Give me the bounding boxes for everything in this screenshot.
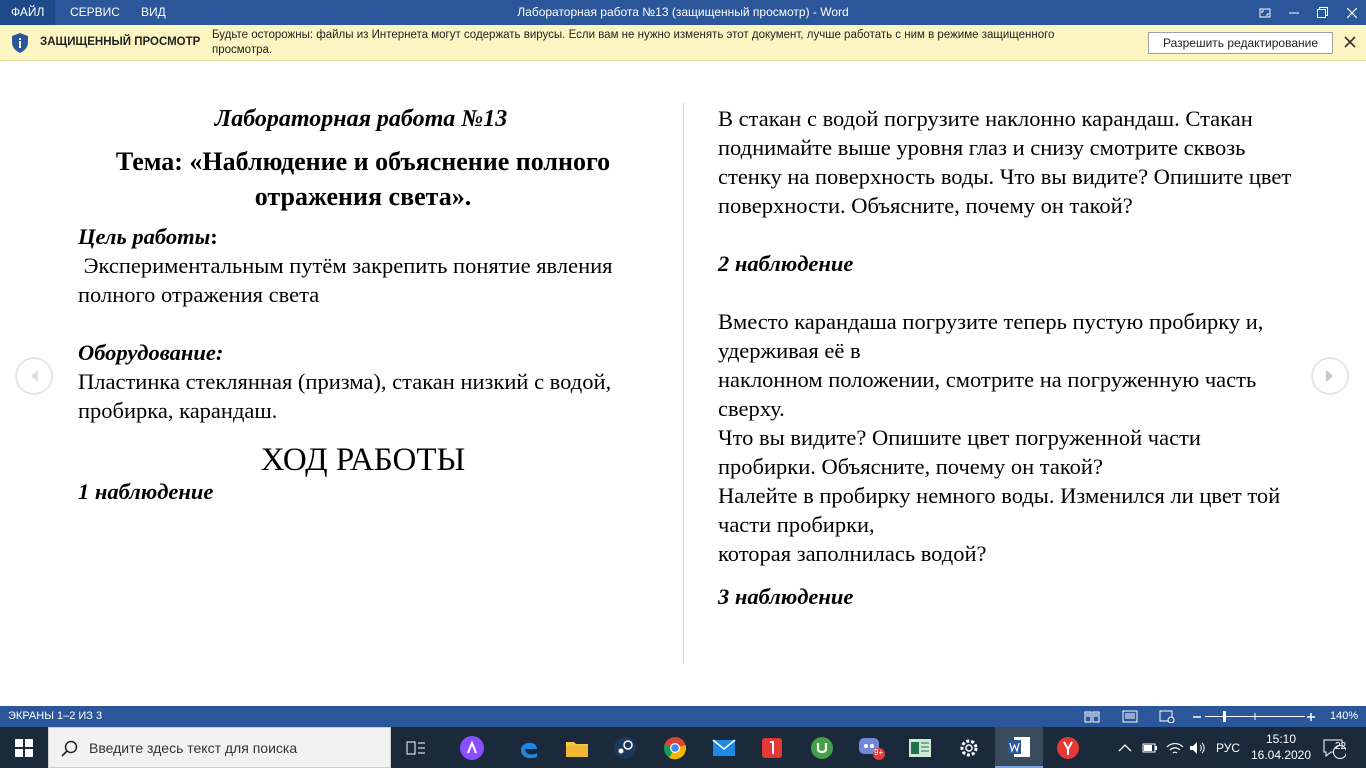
title-bar bbox=[0, 0, 1366, 25]
observation-2-para-5: которая заполнилась водой? bbox=[718, 541, 987, 566]
status-bar bbox=[0, 706, 1366, 727]
observation-2-para-2: наклонном положении, смотрите на погруженную часть сверху. bbox=[718, 367, 1262, 421]
equipment-label: Оборудование: bbox=[78, 340, 224, 365]
search-placeholder: Введите здесь текст для поиска bbox=[89, 740, 298, 756]
chrome-icon[interactable] bbox=[651, 727, 699, 768]
taskbar bbox=[0, 727, 1366, 768]
yandex-browser-icon[interactable] bbox=[1044, 727, 1092, 768]
document-title: Лабораторная работа №13 bbox=[214, 106, 508, 132]
close-bar-icon[interactable] bbox=[1342, 34, 1358, 50]
enable-editing-button[interactable]: Разрешить редактирование bbox=[1148, 32, 1333, 54]
clock-date: 16.04.2020 bbox=[1250, 748, 1312, 762]
steam-icon[interactable] bbox=[601, 727, 649, 768]
shield-icon bbox=[10, 32, 30, 54]
file-explorer-icon[interactable] bbox=[553, 727, 601, 768]
zoom-in-icon[interactable] bbox=[1302, 708, 1320, 725]
windows-icon bbox=[15, 739, 33, 757]
notification-count: 22 bbox=[1334, 741, 1347, 752]
search-icon bbox=[61, 740, 79, 758]
previous-screen-button[interactable] bbox=[15, 357, 53, 395]
page-divider bbox=[683, 103, 684, 663]
tab-file[interactable]: ФАЙЛ bbox=[0, 0, 55, 25]
word-app-icon[interactable] bbox=[995, 727, 1043, 768]
notification-badge: 9+ bbox=[874, 748, 884, 757]
observation-1-heading: 1 наблюдение bbox=[78, 479, 214, 504]
utorrent-icon[interactable] bbox=[798, 727, 846, 768]
alice-icon[interactable] bbox=[448, 727, 496, 768]
chevron-up-icon bbox=[1118, 743, 1132, 753]
tab-service[interactable]: СЕРВИС bbox=[70, 5, 120, 19]
page-count[interactable]: ЭКРАНЫ 1–2 ИЗ 3 bbox=[8, 710, 103, 722]
protected-view-message: Будьте осторожны: файлы из Интернета могут содержать вирусы. Если вам не нужно изменять этот документ, лучше работать с ним в режиме защищенного просмотра. bbox=[212, 29, 1055, 56]
goal-heading bbox=[78, 222, 648, 251]
chevron-right-icon bbox=[1324, 368, 1336, 384]
volume-icon[interactable] bbox=[1189, 727, 1207, 768]
clock-time: 15:10 bbox=[1265, 732, 1297, 746]
battery-icon[interactable] bbox=[1142, 727, 1158, 768]
equipment-text: Пластинка стеклянная (призма), стакан низкий с водой, пробирка, карандаш. bbox=[78, 369, 617, 423]
read-mode-icon[interactable] bbox=[1083, 708, 1101, 725]
action-center-icon[interactable] bbox=[1322, 727, 1346, 768]
observation-2-para-3: Что вы видите? Опишите цвет погруженной части пробирки. Объясните, почему он такой? bbox=[718, 425, 1207, 479]
fullscreen-icon[interactable] bbox=[1250, 0, 1279, 25]
spacer bbox=[78, 309, 648, 338]
protected-view-label: ЗАЩИЩЕННЫЙ ПРОСМОТР bbox=[40, 36, 201, 48]
zoom-out-icon[interactable] bbox=[1188, 708, 1206, 725]
show-hidden-icons[interactable] bbox=[1118, 727, 1132, 768]
spreadsheet-icon[interactable] bbox=[896, 727, 944, 768]
observation-3-heading: 3 наблюдение bbox=[718, 584, 854, 609]
goal-label: Цель работы bbox=[78, 224, 211, 249]
start-button[interactable] bbox=[0, 727, 48, 768]
observation-1-text: В стакан с водой погрузите наклонно карандаш. Стакан поднимайте выше уровня глаз и снизу смотрите сквозь стенку на поверхность воды. Что вы видите? Опишите цвет поверхности. Объясните, почему он такой? bbox=[718, 106, 1297, 218]
taskbar-search[interactable] bbox=[48, 727, 391, 768]
settings-icon[interactable] bbox=[945, 727, 993, 768]
spacer bbox=[718, 220, 1298, 249]
observation-2-heading: 2 наблюдение bbox=[718, 251, 854, 276]
observation-2-para-4: Налейте в пробирку немного воды. Изменился ли цвет той части пробирки, bbox=[718, 483, 1286, 537]
document-topic: Тема: «Наблюдение и объяснение полного отражения света». bbox=[115, 147, 611, 211]
language-indicator[interactable]: РУС bbox=[1216, 740, 1241, 755]
wifi-icon[interactable] bbox=[1166, 727, 1184, 768]
page-left bbox=[78, 104, 648, 506]
window-title: Лабораторная работа №13 (защищенный просмотр) - Word bbox=[517, 5, 849, 19]
web-layout-icon[interactable] bbox=[1158, 708, 1176, 725]
procedure-heading: ХОД РАБОТЫ bbox=[260, 442, 466, 478]
tab-view[interactable]: ВИД bbox=[141, 5, 166, 19]
document-area bbox=[0, 61, 1366, 706]
task-view-icon[interactable] bbox=[392, 727, 440, 768]
goal-colon: : bbox=[210, 224, 218, 249]
edge-icon[interactable] bbox=[505, 727, 553, 768]
zoom-slider[interactable] bbox=[1205, 710, 1305, 723]
mail-icon[interactable] bbox=[700, 727, 748, 768]
goal-text-2: полного отражения света bbox=[78, 282, 320, 307]
chevron-left-icon bbox=[28, 368, 40, 384]
page-right bbox=[718, 104, 1298, 611]
discord-icon[interactable] bbox=[847, 727, 895, 768]
restore-icon[interactable] bbox=[1308, 0, 1337, 25]
protected-view-bar bbox=[0, 25, 1366, 61]
zoom-level[interactable]: 140% bbox=[1330, 710, 1359, 722]
print-layout-icon[interactable] bbox=[1121, 708, 1139, 725]
goal-text-1: Экспериментальным путём закрепить понятие явления bbox=[78, 253, 613, 278]
close-icon[interactable] bbox=[1337, 0, 1366, 25]
next-screen-button[interactable] bbox=[1311, 357, 1349, 395]
spacer bbox=[718, 278, 1298, 307]
clock[interactable] bbox=[1246, 731, 1316, 763]
observation-2-para-1: Вместо карандаша погрузите теперь пустую пробирку и, удерживая её в bbox=[718, 309, 1270, 363]
yandex-icon[interactable] bbox=[748, 727, 796, 768]
minimize-icon[interactable] bbox=[1279, 0, 1308, 25]
